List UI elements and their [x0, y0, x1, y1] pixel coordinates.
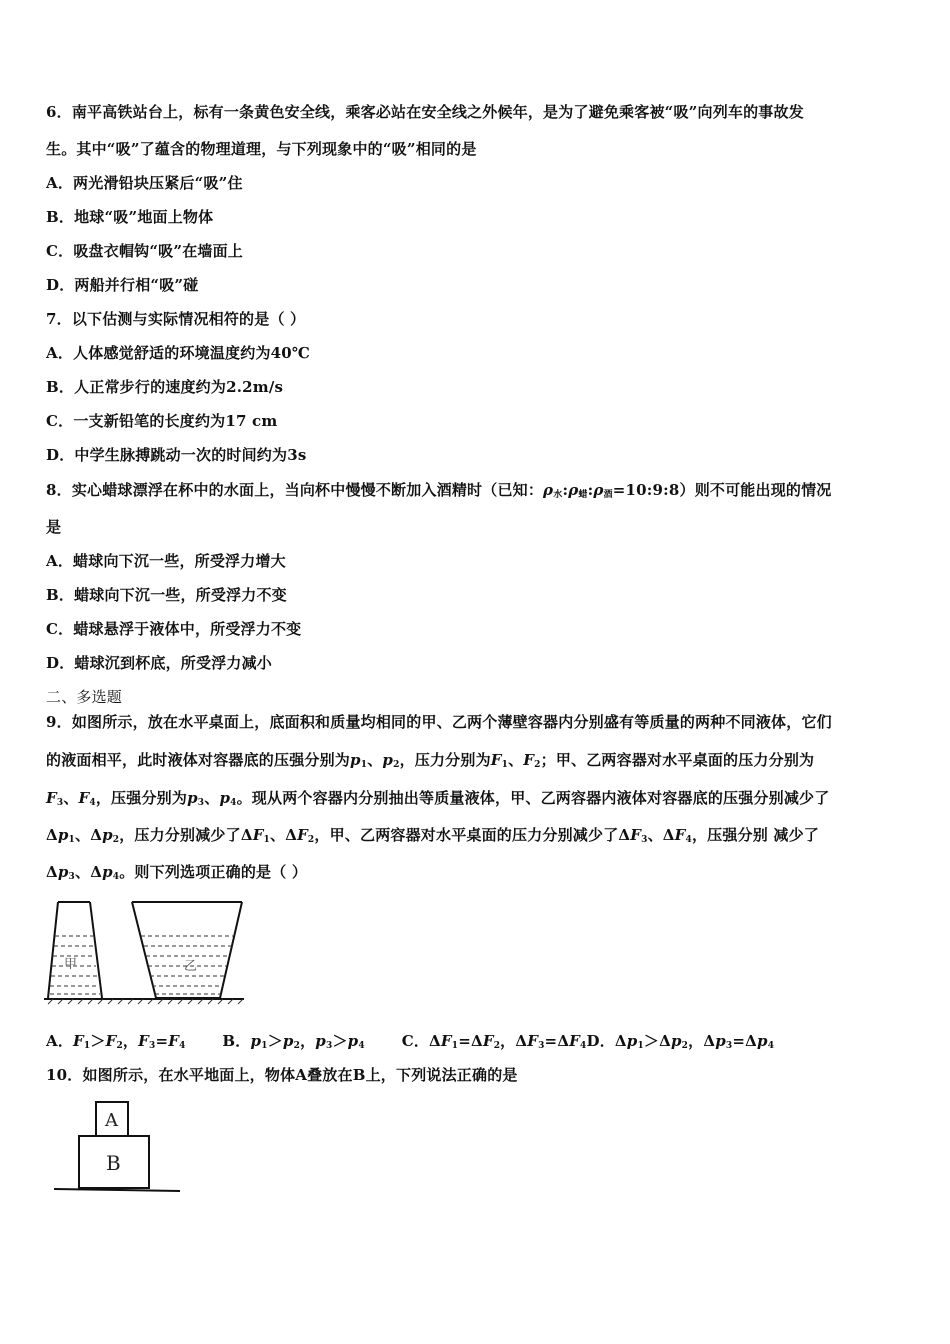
q7-option-b: B．人正常步行的速度约为2.2m/s	[46, 378, 284, 396]
block-b-label: B	[106, 1151, 121, 1175]
container-yi	[132, 902, 156, 998]
q6-option-a: A．两光滑铅块压紧后“吸”住	[46, 174, 243, 192]
q8-option-a: A．蜡球向下沉一些，所受浮力增大	[46, 552, 286, 570]
q7-stem: 7．以下估测与实际情况相符的是（ ）	[46, 310, 306, 328]
q8-option-d: D．蜡球沉到杯底，所受浮力减小	[46, 654, 273, 672]
container-jia	[48, 902, 58, 998]
q7-option-a: A．人体感觉舒适的环境温度约为40℃	[46, 344, 311, 362]
q6-stem-line2: 生。其中“吸”了蕴含的物理道理，与下列现象中的“吸”相同的是	[46, 140, 477, 158]
q6-option-b: B．地球“吸”地面上物体	[46, 208, 214, 226]
q9-option-d: D．$\Delta p_1>\Delta p_2$，$\Delta p_3=\Delta p_4$	[586, 1032, 775, 1051]
q8-option-b: B．蜡球向下沉一些，所受浮力不变	[46, 586, 287, 604]
label-jia: 甲	[64, 957, 78, 972]
q9-stem-line3: $F_3$、$F_4$，压强分别为$p_3$、$p_4$。现从两个容器内分别抽出等质量液体，甲、乙两容器内液体对容器底的压强分别减少了	[46, 789, 830, 808]
q10-blocks-figure	[52, 1098, 186, 1198]
q7-option-c: C．一支新铅笔的长度约为17 cm	[46, 412, 278, 430]
q9-containers-figure	[44, 896, 250, 1012]
q9-stem-line1: 9．如图所示，放在水平桌面上，底面积和质量均相同的甲、乙两个薄壁容器内分别盛有等质量的两种不同液体，它们	[46, 713, 832, 731]
q9-option-c: C．$\Delta F_1=\Delta F_2$，$\Delta F_3=\Delta F_4$	[401, 1032, 587, 1051]
ground-line	[54, 1189, 180, 1191]
block-a-label: A	[105, 1110, 118, 1131]
q9-stem-line4: $\Delta p_1$、$\Delta p_2$，压力分别减少了$\Delta F_1$、$\Delta F_2$，甲、乙两容器对水平桌面的压力分别减少了$\Delta F_3$、$\Delta F_4$，压强分别 减少了	[46, 826, 819, 845]
q8-option-c: C．蜡球悬浮于液体中，所受浮力不变	[46, 620, 302, 638]
q8-stem-line1: 8．实心蜡球漂浮在杯中的水面上，当向杯中慢慢不断加入酒精时（已知：$\rho_水:\rho_蜡:\rho_酒=10:9:8$）则不可能出现的情况	[46, 481, 832, 500]
q9-stem-line2: 的液面相平，此时液体对容器底的压强分别为$p_1$、$p_2$，压力分别为$F_1$、$F_2$；甲、乙两容器对水平桌面的压力分别为	[46, 751, 815, 770]
q6-stem-line1: 6．南平高铁站台上，标有一条黄色安全线，乘客必站在安全线之外候年，是为了避免乘客被“吸”向列车的事故发	[46, 103, 804, 121]
q9-options	[46, 1031, 774, 1056]
label-yi: 乙	[184, 959, 198, 974]
q9-stem-line5: $\Delta p_3$、$\Delta p_4$。则下列选项正确的是（ ）	[46, 863, 308, 882]
q6-option-c: C．吸盘衣帽钩“吸”在墙面上	[46, 242, 243, 260]
q7-option-d: D．中学生脉搏跳动一次的时间约为3s	[46, 446, 307, 464]
q9-option-b: B．$p_1>p_2$，$p_3>p_4$	[222, 1032, 365, 1051]
q10-stem: 10．如图所示，在水平地面上，物体A叠放在B上，下列说法正确的是	[46, 1066, 518, 1084]
section-title: 二、多选题	[46, 688, 123, 706]
q8-stem-line2: 是	[46, 518, 62, 536]
q9-option-a: A．$F_1>F_2$，$F_3=F_4$	[46, 1032, 186, 1051]
q6-option-d: D．两船并行相“吸”碰	[46, 276, 199, 294]
